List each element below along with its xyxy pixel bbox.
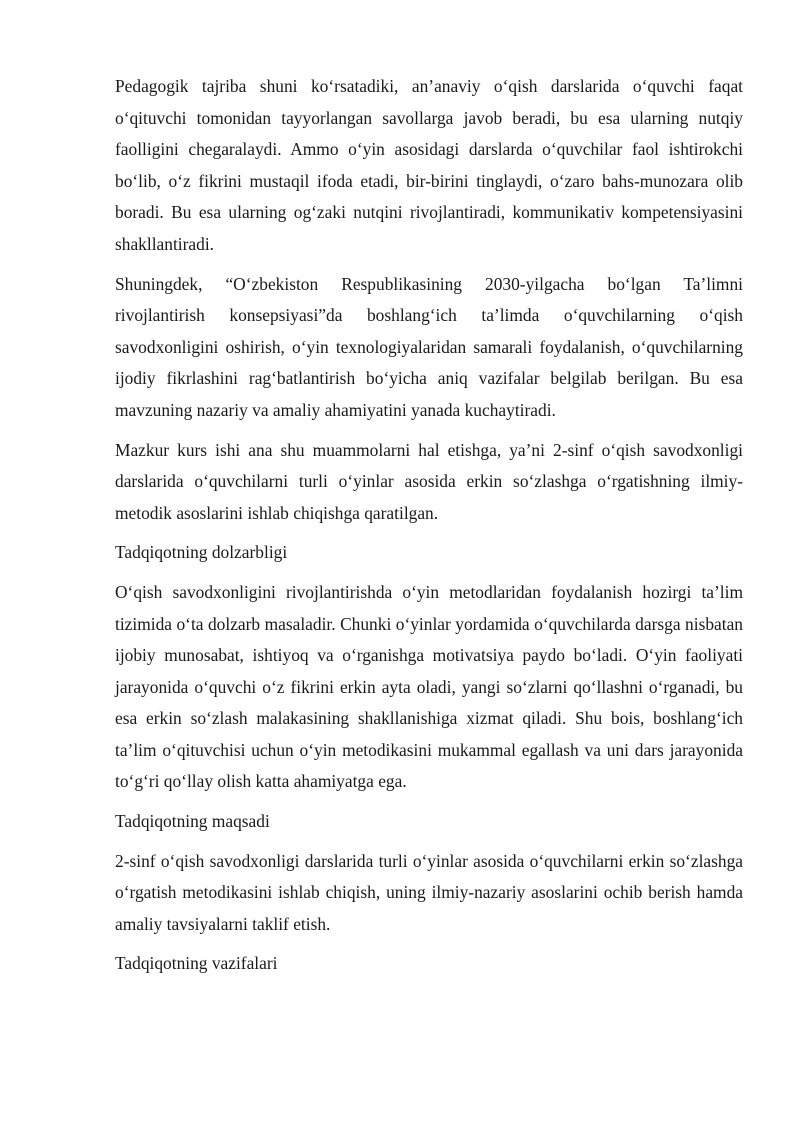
paragraph-concept-2030: Shuningdek, “Oʻzbekiston Respublikasining 2030-yilgacha boʻlgan Ta’limni rivojlantirish konsepsiyasi”da boshlangʻich ta’limda oʻquvchilarning oʻqish savodxonligini oshirish, oʻyin texnologiyalaridan samarali foydalanish, oʻquvchilarning ijodiy fikrlashini ragʻbatlantirish boʻyicha aniq vazifalar belgilab berilgan. Bu esa mavzuning nazariy va amaliy ahamiyatini yanada kuchaytiradi. — [115, 273, 743, 420]
paragraph-goal: 2-sinf oʻqish savodxonligi darslarida turli oʻyinlar asosida oʻquvchilarni erkin soʻzlashga oʻrgatish metodikasini ishlab chiqish, uning ilmiy-nazariy asoslarini ochib berish hamda amaliy tavsiyalarni taklif etish. — [115, 850, 743, 934]
paragraph-course-work-aim: Mazkur kurs ishi ana shu muammolarni hal etishga, ya’ni 2-sinf oʻqish savodxonligi darslarida oʻquvchilarni turli oʻyinlar asosida erkin soʻzlashga oʻrgatishning ilmiy-metodik asoslarini ishlab chiqishga qaratilgan. — [115, 439, 743, 523]
paragraph-pedagogical-experience: Pedagogik tajriba shuni koʻrsatadiki, an’anaviy oʻqish darslarida oʻquvchi faqat oʻqituvchi tomonidan tayyorlangan savollarga javob beradi, bu esa ularning nutqiy faolligini chegaralaydi. Ammo oʻyin asosidagi darslarda oʻquvchilar faol ishtirokchi boʻlib, oʻz fikrini mustaqil ifoda etadi, bir-birini tinglaydi, oʻzaro bahs-munozara olib boradi. Bu esa ularning ogʻzaki nutqini rivojlantiradi, kommunikativ kompetensiyasini shakllantiradi. — [115, 76, 743, 254]
document-body — [115, 71, 743, 980]
heading-goal: Tadqiqotning maqsadi — [115, 811, 270, 832]
heading-relevance: Tadqiqotning dolzarbligi — [115, 542, 288, 563]
paragraph-relevance: Oʻqish savodxonligini rivojlantirishda oʻyin metodlaridan foydalanish hozirgi ta’lim tizimida oʻta dolzarb masaladir. Chunki oʻyinlar yordamida oʻquvchilarda darsga nisbatan ijobiy munosabat, ishtiyoq va oʻrganishga motivatsiya paydo boʻladi. Oʻyin faoliyati jarayonida oʻquvchi oʻz fikrini erkin ayta oladi, yangi soʻzlarni qoʻllashni oʻrganadi, bu esa erkin soʻzlash malakasining shakllanishiga xizmat qiladi. Shu bois, boshlangʻich ta’lim oʻqituvchisi uchun oʻyin metodikasini mukammal egallash va uni dars jarayonida toʻgʻri qoʻllay olish katta ahamiyatga ega. — [115, 581, 743, 792]
heading-tasks: Tadqiqotning vazifalari — [115, 953, 278, 974]
